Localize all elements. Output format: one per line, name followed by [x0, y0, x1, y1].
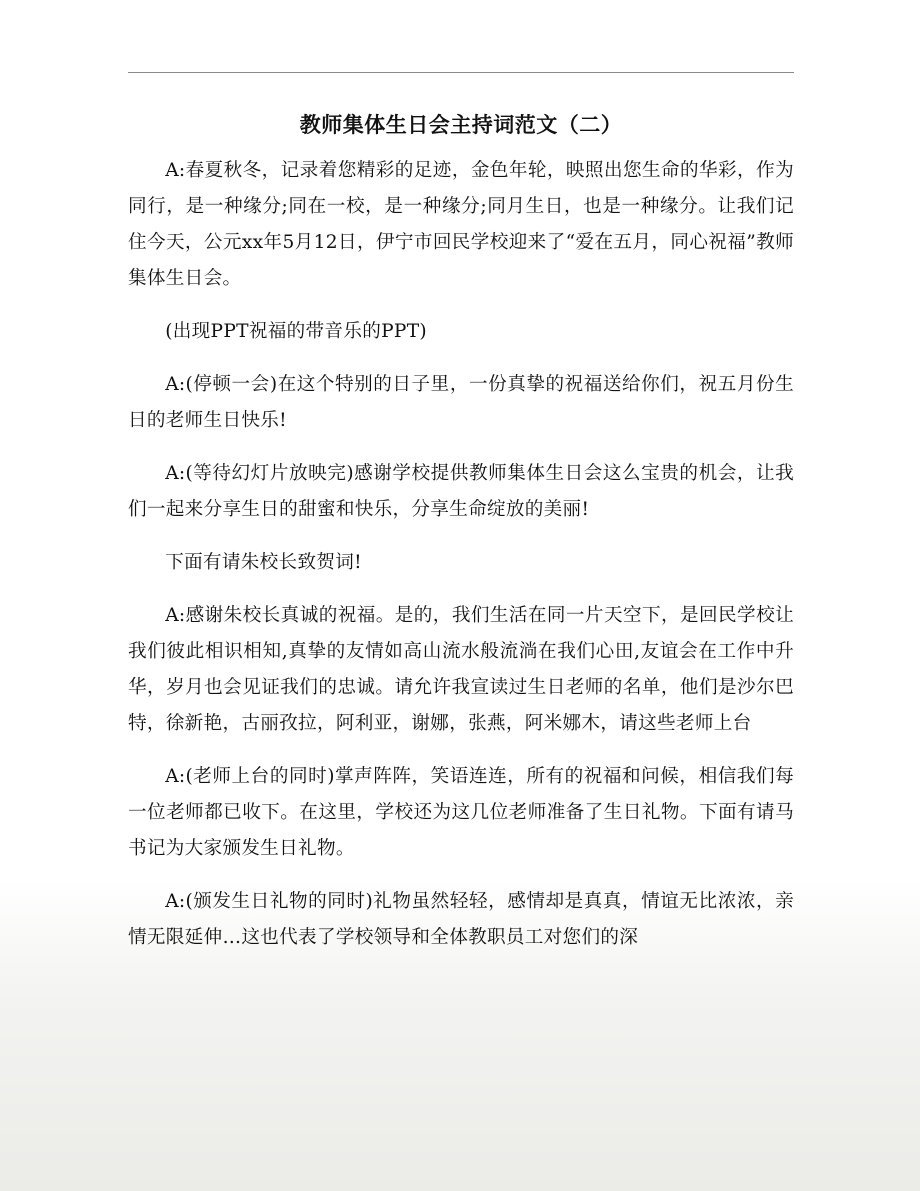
document-body	[128, 100, 794, 956]
paragraph-6: A:感谢朱校长真诚的祝福。是的，我们生活在同一片天空下，是回民学校让我们彼此相识相知,真挚的友情如高山流水般流淌在我们心田,友谊会在工作中升华，岁月也会见证我们的忠诚。请允许我宣读过生日老师的名单，他们是沙尔巴特，徐新艳，古丽孜拉，阿利亚，谢娜，张燕，阿米娜木，请这些老师上台	[128, 605, 794, 734]
paragraph-2: (出现PPT祝福的带音乐的PPT)	[165, 321, 427, 342]
paragraph-4: A:(等待幻灯片放映完)感谢学校提供教师集体生日会这么宝贵的机会，让我们一起来分享生日的甜蜜和快乐，分享生命绽放的美丽!	[128, 463, 794, 520]
document-title: 教师集体生日会主持词范文（二）	[299, 112, 623, 137]
paragraph-1: A:春夏秋冬，记录着您精彩的足迹，金色年轮，映照出您生命的华彩，作为同行，是一种缘分;同在一校，是一种缘分;同月生日，也是一种缘分。让我们记住今天，公元xx年5月12日，伊宁市回民学校迎来了“爱在五月，同心祝福”教师集体生日会。	[128, 160, 794, 289]
paragraph-3: A:(停顿一会)在这个特别的日子里，一份真挚的祝福送给你们，祝五月份生日的老师生日快乐!	[128, 374, 794, 431]
paragraph-8: A:(颁发生日礼物的同时)礼物虽然轻轻，感情却是真真，情谊无比浓浓，亲情无限延伸…这也代表了学校领导和全体教职员工对您们的深	[128, 891, 794, 948]
paragraph-5: 下面有请朱校长致贺词!	[165, 552, 362, 573]
paragraph-7: A:(老师上台的同时)掌声阵阵，笑语连连，所有的祝福和问候，相信我们每一位老师都已收下。在这里，学校还为这几位老师准备了生日礼物。下面有请马书记为大家颁发生日礼物。	[128, 766, 794, 859]
header-rule	[128, 72, 794, 73]
